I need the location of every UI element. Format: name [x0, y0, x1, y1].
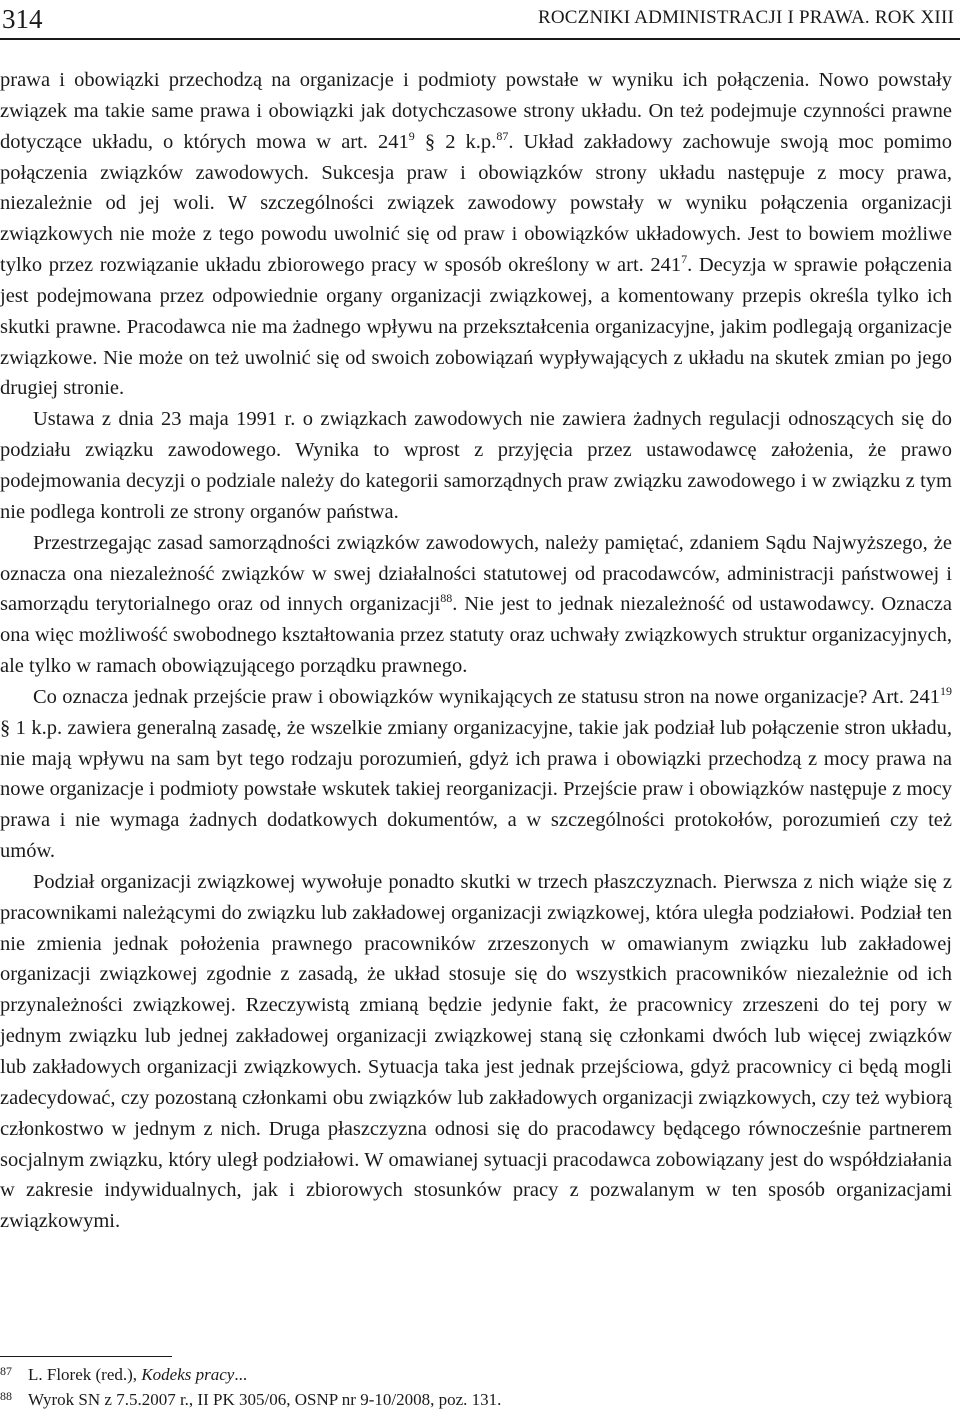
paragraph-1: prawa i obowiązki przechodzą na organizacje i podmioty powstałe w wyniku ich połączenia. Nowo powstały związek ma takie same prawa i obowiązki jak dotychczasowe strony układu. On też podejmuje czynności prawne dotyczące układu, o których mowa w art. $241^9$ § 2 k.p.$^{87}$. Układ zakładowy zachowuje swoją moc pomimo połączenia związków zawodowych. Sukcesja praw i obowiązków strony układu następuje z mocy prawa, niezależnie od jej woli. W szczególności związek zawodowy powstały w wyniku połączenia organizacji związkowych nie może z tego powodu uwolnić się od praw i obowiązków układowych. Jest to bowiem możliwe tylko przez rozwiązanie układu zbiorowego pracy w sposób określony w art. $241^7$. Decyzja w sprawie połączenia jest podejmowana przez odpowiednie organy organizacji związkowej, a komentowany przepis określa tylko ich skutki prawne. Pracodawca nie ma żadnego wpływu na przekształcenia organizacyjne, jakim podlegają organizacje związkowe. Nie może on też uwolnić się od swoich zobowiązań wypływających z układu na skutek zmian po jego drugiej stronie.	[0, 69, 952, 400]
footnote-divider	[0, 1356, 172, 1357]
page-header	[0, 0, 960, 40]
footnote-ref-88[interactable]: 88	[440, 591, 453, 606]
paragraph-5: Podział organizacji związkowej wywołuje ponadto skutki w trzech płaszczyznach. Pierwsza z nich wiąże się z pracownikami należącymi do związku lub zakładowej organizacji związkowej, która uległa podziałowi. Podział ten nie zmienia jednak położenia prawnego pracowników zrzeszonych w omawianym związku lub zakładowej organizacji związkowej zgodnie z zasadą, że układ stosuje się do wszystkich pracowników niezależnie od ich przynależności związkowej. Rzeczywistą zmianą będzie jedynie fakt, że pracownicy zrzeszeni do tej pory w jednym związku lub jednej zakładowej organizacji związkowej staną się członkami dwóch lub więcej związków lub zakładowych organizacji związkowych. Sytuacja taka jest jednak przejściowa, gdyż pracownicy ci będą mogli zadecydować, czy pozostaną członkami obu związków lub zakładowych organizacji związkowych, czy też wybiorą członkostwo w jednym z nich. Druga płaszczyzna odnosi się do pracodawcy będącego równocześnie partnerem socjalnym związku, który uległ podziałowi. W omawianej sytuacji pracodawca zobowiązany jest do współdziałania w zakresie indywidualnych, jak i zbiorowych stosunków pracy z pozwalanym w ten sposób organizacjami związkowymi.	[0, 870, 952, 1233]
superscript: 7	[681, 252, 688, 267]
footnotes	[0, 1362, 952, 1412]
footnote-87	[0, 1362, 952, 1387]
footnote-ref-87[interactable]: 87	[496, 128, 509, 143]
footnote-number: 88	[0, 1389, 12, 1403]
page-number: 314	[2, 4, 43, 34]
superscript: 19	[940, 683, 952, 698]
footnote-text: L. Florek (red.), Kodeks pracy...	[28, 1365, 248, 1384]
paragraph-3: Przestrzegając zasad samorządności związków zawodowych, należy pamiętać, zdaniem Sądu Najwyższego, że oznacza ona niezależność związków w swej działalności statutowej od pracodawców, administracji państwowej i samorządu terytorialnego oraz od innych organizacji$^{88}$. Nie jest to jednak niezależność od ustawodawcy. Oznacza ona więc możliwość swobodnego kształtowania przez statuty oraz uchwały związkowych struktur organizacyjnych, ale tylko w ramach obowiązującego porządku prawnego.	[0, 531, 952, 678]
footnote-text: Wyrok SN z 7.5.2007 r., II PK 305/06, OSNP nr 9-10/2008, poz. 131.	[28, 1390, 502, 1409]
body-text	[0, 65, 952, 1237]
footnote-88	[0, 1387, 952, 1412]
paragraph-2: Ustawa z dnia 23 maja 1991 r. o związkach zawodowych nie zawiera żadnych regulacji odnoszących się do podziału związku zawodowego. Wynika to wprost z przyjęcia przez ustawodawcę założenia, że prawo podejmowania decyzji o podziale należy do kategorii samorządnych praw związku zawodowego i w związku z tym nie podlega kontroli ze strony organów państwa.	[0, 408, 952, 523]
running-head: ROCZNIKI ADMINISTRACJI I PRAWA. ROK XIII	[537, 7, 954, 28]
footnote-number: 87	[0, 1364, 12, 1378]
superscript: 9	[408, 128, 415, 143]
paragraph-4: Co oznacza jednak przejście praw i obowiązków wynikających ze statusu stron na nowe organizacje? Art. $241^{19}$ § 1 k.p. zawiera generalną zasadę, że wszelkie zmiany organizacyjne, takie jak podział lub połączenie stron układu, nie mają wpływu na sam byt tego rodzaju porozumień, gdyż ich prawa i obowiązki przechodzą z mocy prawa na nowe organizacje i podmioty powstałe wskutek takiej reorganizacji. Przejście praw i obowiązków następuje z mocy prawa i nie wymaga żadnych dodatkowych dokumentów, a w szczególności protokołów, porozumień czy też umów.	[0, 683, 952, 863]
